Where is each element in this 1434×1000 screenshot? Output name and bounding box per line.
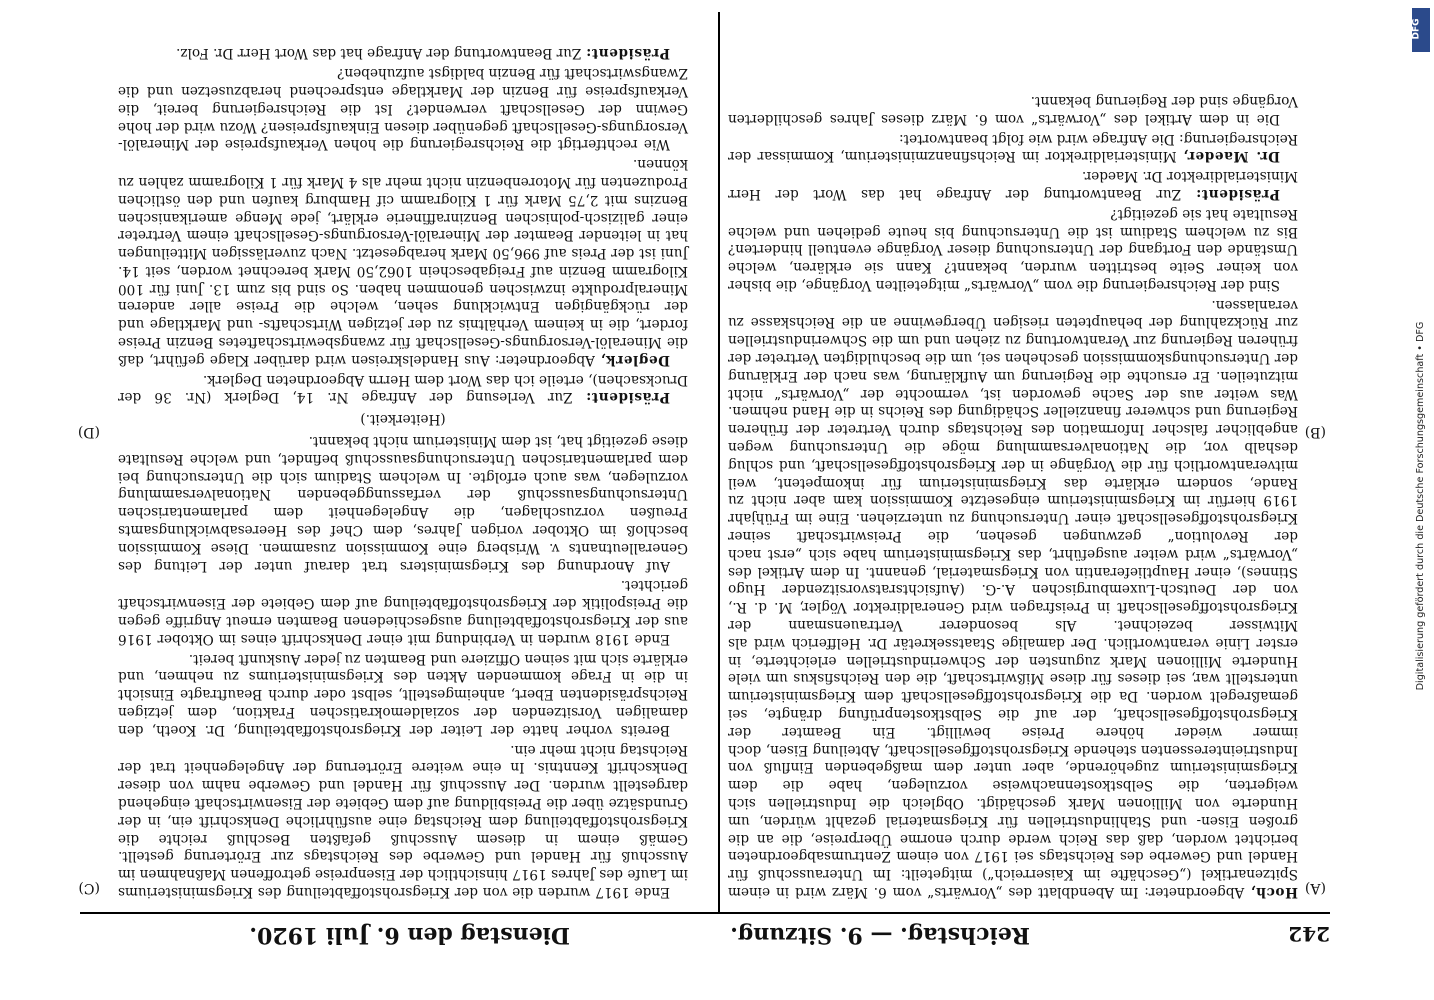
header-date: Dienstag den 6. Juli 1920. (249, 922, 570, 948)
header-rule (80, 912, 1330, 914)
dfg-logo: DFG (1412, 8, 1430, 52)
speaker-name: Deglerk, (600, 351, 670, 368)
paragraph-text: Abgeordneter: Aus Handelskreisen wird darüber Klage geführt, daß die Mineralöl-Versorgungs-Gesellschaft für zwangsbewirtschaftetes Benzin Preise fordert, die in keinem Verhältnis zu der jetzigen Wirtschafts- und Marktlage und der rückgängigen Entwicklung sehen, welche die Preise aller anderen Mineralprodukte inzwischen genommen haben. So sind bis zum 13. Juni für 100 Kilogramm Benzin auf Freigabeschein 1062,50 Mark berechnet worden, seit 14. Juni ist der Preis auf 996,50 Mark herabgesetzt. Nach zuverlässigen Mitteilungen hat in leitender Beamter der Mineralöl-Versorgungs-Gesellschaft einem Vertreter einer galizisch-polnischen Benzinraffinerie erklärt, jede Menge amerikanischen Benzins mit 2,75 Mark für 1 Kilogramm cif Hamburg kaufen und den östlichen Produzenten für Motorenbenzin nicht mehr als 4 Mark für 1 Kilogramm zahlen zu können. (118, 156, 688, 368)
speaker-name: Präsident: (1195, 185, 1280, 202)
speaker-name: Präsident: (585, 389, 670, 406)
paragraph (118, 44, 688, 62)
page-number: 242 (1288, 922, 1330, 946)
page-header (80, 920, 1330, 950)
paragraph (118, 154, 688, 368)
paragraph (728, 295, 1298, 900)
paragraph-text: Zur Verlesung der Anfrage Nr. 14, Deglerk (Nr. 36 der Drucksachen), erteile ich das Wort dem Herrn Abgeordneten Deglerk. (118, 371, 688, 406)
margin-marker-b: (B) (1304, 424, 1326, 440)
paragraph-text: Zur Beantwortung der Anfrage hat das Wort der Herr Ministerialdirektor Dr. Maeder. (728, 168, 1298, 202)
column-divider (718, 12, 720, 912)
paragraph-text: Ministerialdirektor im Reichsfinanzministerium, Kommissar der Reichsregierung: Die Anfrage wird wie folgt beantwortet: (728, 130, 1298, 165)
paragraph-text: Abgeordneter: Im Abendblatt des „Vorwärts“ vom 6. März wird in einem Spitzenartikel („Geschäfte im Kaiserreich“) mitgeteilt: Im Unterausschuß für Handel und Gewerbe des Reichstags sei 1917 von einem Zentrumsabgeordneten berichtet worden, daß das Reich werde durch enorme Überpreise, die an die großen Eisen- und Stahlindustriellen für Kriegsmaterial gezahlt würden, um Hunderte von Millionen Mark geschädigt. Obgleich die Industriellen sich weigerten, die Selbstkostennachweise vorzulegen, habe die dem Kriegsministerium zugehörende, aber unter dem maßgebenden Einfluß von Industrieinteressenten stehende Kriegsrohstoffgesellschaft, Abteilung Eisen, doch immer wieder höhere Preise bewilligt. Ein Beamter der Kriegsrohstoffgesellschaft, der auf die Selbstkostenprüfung drängte, sei gemaßregelt worden. Da die Kriegsrohstoffgesellschaft dem Kriegsministerium unterstellt war, sei dieses für diese Mißwirtschaft, die den Reichsfiskus um viele Hunderte Millionen Mark zugunsten der Schwerindustriellen erleichterte, in erster Linie verantwortlich. Der damalige Staatssekretär Dr. Helfferich wird als Mitwisser bezeichnet. Als besonderer Vertrauensmann der Kriegsrohstoffgesellschaft in Preisfragen wird Generaldirektor Vögler, M. d. R., von der Deutsch-Luxemburgischen A.-G. (Aufsichtsratsvorsitzender Hugo Stinnes), einer Hauptlieferantin von Kriegsmaterial, genannt. In dem Artikel des „Vorwärts“ wird weiter ausgeführt, das Kriegsministerium habe sich „erst nach der Revolution“ gezwungen gesehen, die Preiswirtschaft seiner Kriegsrohstoffgesellschaft einer Untersuchung zu unterziehen. Eine im Frühjahr 1919 hierfür im Kriegsministerium eingesetzte Kommission kam aber nicht zu Rande, sondern erklärte das Kriegsministerium für inkompetent, weil mitverantwortlich für die Vorgänge in der Kriegsrohstoffgesellschaft, und schlug deshalb vor, die Nationalversammlung möge die Untersuchung wegen angeblicher falscher Information des Reichstags durch Vertreter der früheren Regierung und schwerer finanzieller Schädigung des Reichs in die Hand nehmen. Was weiter aus der Sache geworden ist, vermochte der „Vorwärts“ nicht mitzuteilen. Er ersuchte die Regierung um Aufklärung, was nach der Erklärung der Untersuchungskommission geschehen sei, um die beschuldigten Vertreter der früheren Regierung zur Verantwortung zu ziehen und um die Schwerindustriellen zur Rückzahlung der behaupteten riesigen Übergewinne an die Reichskasse zu veranlassen. (728, 296, 1298, 900)
paragraph: Auf Anordnung des Kriegsministers trat darauf unter der Leitung des Generalleutnants v. Wrisberg eine Kommission zusammen. Diese Kommission beschloß im Oktober vorigen Jahres, dem Chef des Heeresabwicklungsamts Preußen vorzuschlagen, die Angelegenheit dem parlamentarischen Untersuchungsausschuß der verfassunggebenden Nationalversammlung vorzulegen, was auch erfolgte. In welchem Stadium sich die Untersuchung bei dem parlamentarischen Untersuchungsausschuß befindet, und welche Resultate diese gezeitigt hat, ist dem Ministerium nicht bekannt. (118, 433, 688, 574)
digitization-note: Digitalisierung gefördert durch die Deutsche Forschungsgemeinschaft • DFG (1415, 321, 1426, 691)
speaker-name: Dr. Maeder, (1182, 148, 1280, 165)
right-column (118, 42, 688, 900)
paragraph: Ende 1918 wurden in Verbindung mit einer Denkschrift eines im Oktober 1916 aus der Kriegsrohstoffabteilung ausgeschiedenen Beamten erneut Angriffe gegen die Preispolitik der Kriegsrohstoffabteilung auf dem Gebiete der Eisenwirtschaft gerichtet. (118, 577, 688, 647)
left-column (728, 89, 1298, 900)
paragraph: Ende 1917 wurden die von der Kriegsrohstoffabteilung des Kriegsministeriums im Laufe des Jahres 1917 hinsichtlich der Eisenpreise getroffenen Maßnahmen im Ausschuß für Handel und Gewerbe des Reichstags zur Erörterung gestellt. Gemäß einem in diesem Ausschuß gefaßten Beschluß reichte die Kriegsrohstoffabteilung dem Reichstag eine ausführliche Denkschrift ein, in der Grundsätze über die Preisbildung auf dem Gebiete der Eisenwirtschaft eingehend dargestellt wurden. Der Ausschuß für Handel und Gewerbe nahm von dieser Denkschrift Kenntnis. In eine weitere Erörterung der Angelegenheit trat der Reichstag nicht mehr ein. (118, 741, 688, 900)
margin-marker-d: (D) (77, 424, 100, 440)
paragraph (728, 166, 1298, 202)
paragraph (728, 129, 1298, 165)
interjection: (Heiterkeit.) (360, 411, 446, 428)
margin-marker-a: (A) (1304, 880, 1326, 896)
digitization-sidebar (1408, 0, 1434, 1000)
paragraph: Sind der Reichsregierung die vom „Vorwärts“ mitgeteilten Vorgänge, die bisher von keiner Seite bestritten wurden, bekannt? Kann sie erklären, welche Umstände den Fortgang der Untersuchung dieser Vorgänge eventuell hinderten? Bis zu welchem Stadium ist die Untersuchung bis heute gediehen und welche Resultate hat sie gezeitigt? (728, 205, 1298, 293)
paragraph-text: Zur Beantwortung der Anfrage hat das Wort Herr Dr. Folz. (176, 45, 586, 62)
paragraph: Die in dem Artikel des „Vorwärts“ vom 6. März dieses Jahres geschilderten Vorgänge sind der Regierung bekannt. (728, 92, 1298, 127)
paragraph: Bereits vorher hatte der Leiter der Kriegsrohstoffabteilung, Dr. Koeth, den damaligen Vorsitzenden der sozialdemokratischen Fraktion, dem jetzigen Reichspräsidenten Ebert, anheimgestellt, selbst oder durch Beauftragte Einsicht in die in Frage kommenden Akten des Kriegsministeriums zu nehmen, und erklärte sich mit seinen Offiziere und Beamten zu jeder Auskunft bereit. (118, 650, 688, 738)
speaker-name: Präsident: (585, 45, 670, 62)
paragraph: Wie rechtfertigt die Reichsregierung die hohen Verkaufspreise der Mineralöl-Versorgungs-Gesellschaft gegenüber diesen Einkaufspreisen? Wozu wird der hohe Gewinn der Gesellschaft verwendet? Ist die Reichsregierung bereit, die Verkaufspreise für Benzin der Marktlage entsprechend herabzusetzen und die Zwangswirtschaft für Benzin baldigst aufzuheben? (118, 65, 688, 153)
header-title: Reichstag. — 9. Sitzung. (730, 922, 1030, 948)
paragraph (118, 370, 688, 406)
speaker-name: Hoch, (1250, 884, 1298, 900)
margin-marker-c: (C) (78, 880, 100, 896)
